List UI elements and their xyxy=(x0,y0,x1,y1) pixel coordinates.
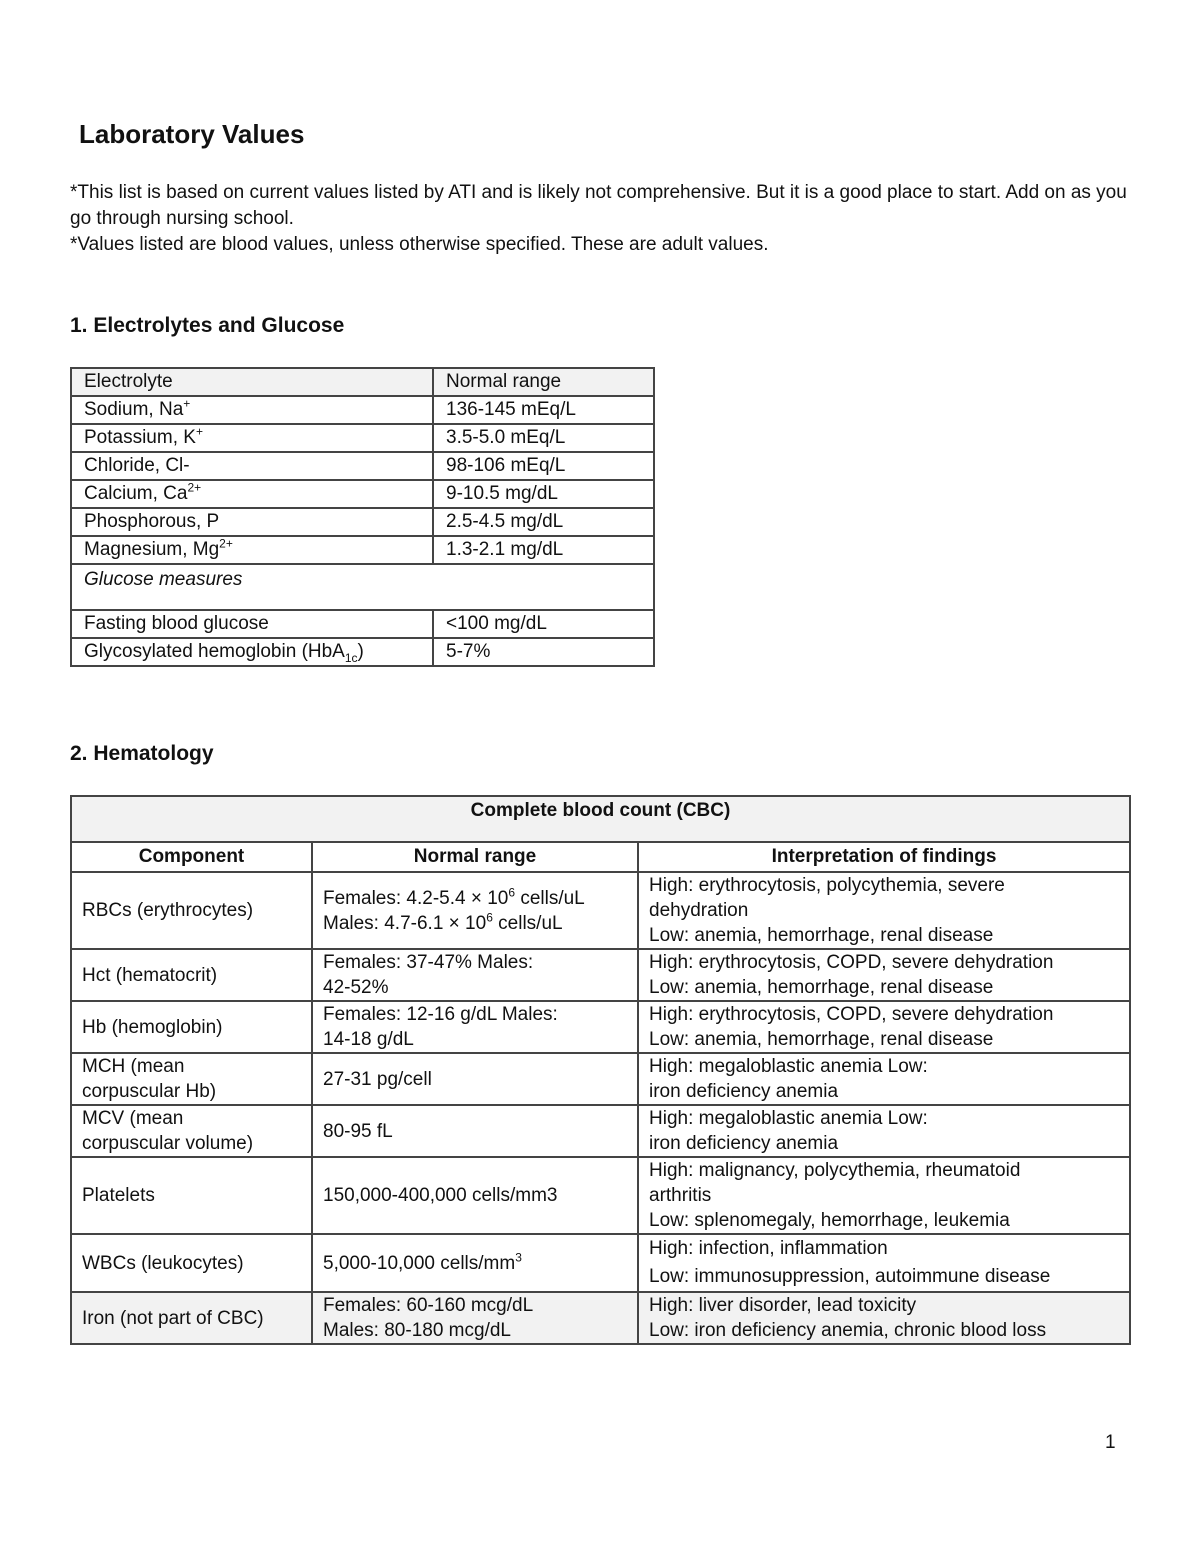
intro-notes xyxy=(70,180,1130,258)
range-cell: 150,000-400,000 cells/mm3 xyxy=(312,1157,638,1234)
table-row xyxy=(71,1157,1130,1234)
table-row xyxy=(71,610,654,638)
table-row xyxy=(71,638,654,666)
interpretation-cell: High: erythrocytosis, COPD, severe dehydration Low: anemia, hemorrhage, renal disease xyxy=(638,1001,1130,1053)
column-header: Electrolyte xyxy=(71,368,433,396)
interpretation-cell: High: infection, inflammation Low: immunosuppression, autoimmune disease xyxy=(638,1234,1130,1292)
interpretation-cell: High: malignancy, polycythemia, rheumatoid arthritis Low: splenomegaly, hemorrhage, leukemia xyxy=(638,1157,1130,1234)
electrolyte-name: Sodium, Na+ xyxy=(71,396,433,424)
page-title: Laboratory Values xyxy=(79,119,305,149)
electrolyte-table xyxy=(70,367,655,667)
glucose-measure-name: Fasting blood glucose xyxy=(71,610,433,638)
normal-range: 98-106 mEq/L xyxy=(433,452,654,480)
glucose-subheader: Glucose measures xyxy=(71,564,654,610)
component-cell: Iron (not part of CBC) xyxy=(71,1292,312,1344)
component-cell: Hct (hematocrit) xyxy=(71,949,312,1001)
table-row xyxy=(71,396,654,424)
component-cell: Platelets xyxy=(71,1157,312,1234)
range-cell: 5,000-10,000 cells/$mm^3$ xyxy=(312,1234,638,1292)
column-header: Component xyxy=(71,842,312,872)
intro-note: *Values listed are blood values, unless otherwise specified. These are adult values. xyxy=(70,234,769,255)
intro-note: *This list is based on current values listed by ATI and is likely not comprehensive. But it is a good place to start. Add on as you go through nursing school. xyxy=(70,182,1127,229)
table-row xyxy=(71,1292,1130,1344)
range-cell: Females: 37-47% Males: 42-52% xyxy=(312,949,638,1001)
table-subheader-row xyxy=(71,564,654,610)
normal-range: 1.3-2.1 mg/dL xyxy=(433,536,654,564)
table-row xyxy=(71,452,654,480)
column-header: Normal range xyxy=(312,842,638,872)
component-cell: MCH (mean corpuscular Hb) xyxy=(71,1053,312,1105)
section-heading-electrolytes: 1. Electrolytes and Glucose xyxy=(70,314,345,337)
glucose-measure-name: Glycosylated hemoglobin (HbA$_{1c}$) xyxy=(71,638,433,666)
normal-range: 9-10.5 mg/dL xyxy=(433,480,654,508)
page-number: 1 xyxy=(1105,1432,1116,1453)
interpretation-cell: High: megaloblastic anemia Low: iron deficiency anemia xyxy=(638,1105,1130,1157)
section-heading-hematology: 2. Hematology xyxy=(70,742,214,765)
normal-range: 3.5-5.0 mEq/L xyxy=(433,424,654,452)
electrolyte-name: Chloride, Cl- xyxy=(71,452,433,480)
table-header-row xyxy=(71,368,654,396)
electrolyte-name: Calcium, $Ca^{2+}$ xyxy=(71,480,433,508)
table-row xyxy=(71,872,1130,949)
table-row xyxy=(71,536,654,564)
range-cell: 80-95 fL xyxy=(312,1105,638,1157)
normal-range: 2.5-4.5 mg/dL xyxy=(433,508,654,536)
electrolyte-name: Potassium, K+ xyxy=(71,424,433,452)
table-row xyxy=(71,1234,1130,1292)
normal-range: <100 mg/dL xyxy=(433,610,654,638)
table-row xyxy=(71,508,654,536)
interpretation-cell: High: erythrocytosis, COPD, severe dehydration Low: anemia, hemorrhage, renal disease xyxy=(638,949,1130,1001)
table-row xyxy=(71,949,1130,1001)
table-row xyxy=(71,1105,1130,1157)
table-title-row xyxy=(71,796,1130,842)
range-cell: Females: 12-16 g/dL Males: 14-18 g/dL xyxy=(312,1001,638,1053)
range-cell: 27-31 pg/cell xyxy=(312,1053,638,1105)
table-header-row xyxy=(71,842,1130,872)
electrolyte-name: Magnesium, $Mg^{2+}$ xyxy=(71,536,433,564)
table-row xyxy=(71,1001,1130,1053)
table-title: Complete blood count (CBC) xyxy=(71,796,1130,842)
range-cell: Females: $4.2-5.4 \times 10^6$ cells/uL Males: $4.7-6.1 \times 10^6$ cells/uL xyxy=(312,872,638,949)
component-cell: MCV (mean corpuscular volume) xyxy=(71,1105,312,1157)
column-header: Normal range xyxy=(433,368,654,396)
component-cell: WBCs (leukocytes) xyxy=(71,1234,312,1292)
interpretation-cell: High: megaloblastic anemia Low: iron deficiency anemia xyxy=(638,1053,1130,1105)
column-header: Interpretation of findings xyxy=(638,842,1130,872)
normal-range: 136-145 mEq/L xyxy=(433,396,654,424)
table-row xyxy=(71,424,654,452)
cbc-table xyxy=(70,795,1131,1345)
interpretation-cell: High: liver disorder, lead toxicity Low: iron deficiency anemia, chronic blood loss xyxy=(638,1292,1130,1344)
component-cell: Hb (hemoglobin) xyxy=(71,1001,312,1053)
component-cell: RBCs (erythrocytes) xyxy=(71,872,312,949)
normal-range: 5-7% xyxy=(433,638,654,666)
interpretation-cell: High: erythrocytosis, polycythemia, severe dehydration Low: anemia, hemorrhage, renal disease xyxy=(638,872,1130,949)
range-cell: Females: 60-160 mcg/dL Males: 80-180 mcg/dL xyxy=(312,1292,638,1344)
table-row xyxy=(71,1053,1130,1105)
electrolyte-name: Phosphorous, P xyxy=(71,508,433,536)
table-row xyxy=(71,480,654,508)
